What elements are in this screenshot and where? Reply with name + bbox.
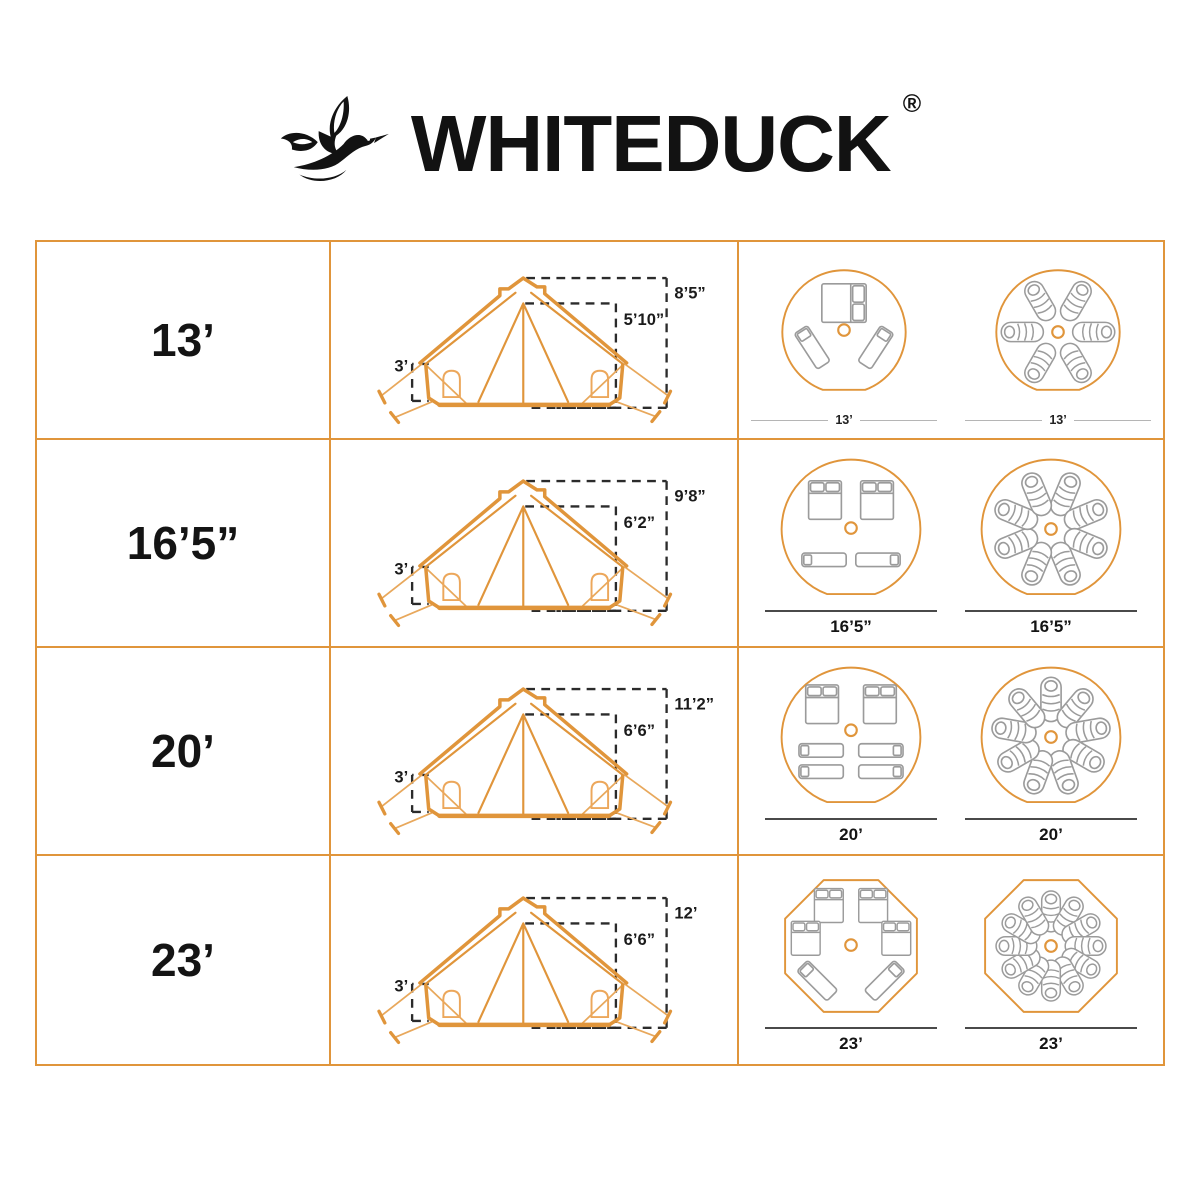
sleeping-bag bbox=[1057, 278, 1095, 324]
tent-outline bbox=[379, 481, 671, 625]
tent-size-comparison-table bbox=[35, 240, 1165, 1066]
scale-line bbox=[965, 420, 1042, 421]
size-label: 20’ bbox=[151, 725, 215, 777]
center-height-label: 6’6” bbox=[623, 929, 656, 949]
diameter-label: 20’ bbox=[839, 824, 863, 844]
tent-diagram-cell bbox=[331, 242, 739, 438]
queen-bed bbox=[882, 921, 911, 955]
single-mat bbox=[797, 960, 838, 1001]
center-pole-icon bbox=[1045, 731, 1057, 743]
sleeping-bag bbox=[1073, 322, 1115, 341]
bed-layout-figure bbox=[765, 658, 937, 845]
tent-diagram bbox=[334, 446, 734, 641]
scale-line bbox=[1074, 420, 1151, 421]
single-mat bbox=[859, 743, 903, 756]
center-pole-icon bbox=[1052, 326, 1064, 338]
size-label: 23’ bbox=[151, 934, 215, 986]
queen-bed bbox=[791, 921, 820, 955]
queen-bed bbox=[861, 480, 894, 519]
scale-line bbox=[751, 420, 828, 421]
center-height-label: 6’6” bbox=[623, 720, 656, 740]
center-height-label: 5’10” bbox=[623, 309, 665, 329]
single-mat bbox=[858, 325, 894, 369]
sleeping-bag-layout-diagram bbox=[972, 658, 1130, 816]
center-pole-icon bbox=[838, 324, 850, 336]
bed-layout-figure bbox=[765, 867, 937, 1054]
sleeping-bag-layout-figure bbox=[965, 658, 1137, 845]
bed-layout-figure bbox=[765, 450, 937, 637]
sleeping-bag-layout-diagram bbox=[979, 253, 1137, 411]
tent-outline bbox=[379, 689, 671, 833]
floor-plans-cell bbox=[739, 856, 1163, 1064]
sleeping-bag-layout-figure bbox=[965, 867, 1137, 1054]
table-row-16ft5 bbox=[37, 440, 1163, 648]
queen-bed bbox=[814, 888, 843, 922]
center-pole-icon bbox=[845, 724, 857, 736]
sleeping-bag bbox=[1057, 340, 1095, 386]
bed-layout-figure bbox=[751, 253, 937, 427]
scale-line bbox=[965, 1027, 1137, 1029]
single-mat bbox=[859, 764, 903, 777]
bed-layout-diagram bbox=[772, 658, 930, 816]
diameter-label: 23’ bbox=[1039, 1033, 1063, 1053]
queen-bed bbox=[864, 684, 897, 723]
wall-height-label: 3’ bbox=[394, 559, 409, 579]
diameter-label: 23’ bbox=[839, 1033, 863, 1053]
diameter-label: 13’ bbox=[835, 413, 853, 427]
diameter-label: 13’ bbox=[1049, 413, 1067, 427]
single-mat bbox=[802, 553, 846, 566]
tent-diagram bbox=[334, 654, 734, 849]
brand-name: WHITEDUCK bbox=[410, 99, 891, 188]
peak-height-label: 9’8” bbox=[674, 486, 706, 506]
sleeping-bag-layout-figure bbox=[965, 253, 1151, 427]
wall-height-label: 3’ bbox=[394, 356, 409, 376]
size-cell bbox=[37, 648, 331, 854]
wall-height-label: 3’ bbox=[394, 767, 409, 787]
size-cell bbox=[37, 242, 331, 438]
sleeping-bag-layout-figure bbox=[965, 450, 1137, 637]
single-mat bbox=[799, 764, 843, 777]
tent-diagram bbox=[334, 863, 734, 1058]
scale-line bbox=[765, 610, 937, 612]
single-mat bbox=[856, 553, 900, 566]
diameter-label: 16’5” bbox=[1030, 616, 1072, 636]
size-label: 16’5” bbox=[126, 517, 240, 569]
peak-height-label: 12’ bbox=[674, 903, 698, 923]
tent-outline bbox=[379, 278, 671, 422]
floor-plans-cell bbox=[739, 440, 1163, 646]
scale-line bbox=[965, 610, 1137, 612]
center-pole-icon bbox=[845, 939, 857, 951]
single-mat bbox=[799, 743, 843, 756]
queen-bed bbox=[809, 480, 842, 519]
tent-diagram bbox=[334, 243, 734, 438]
peak-height-label: 8’5” bbox=[674, 283, 706, 303]
registered-trademark-icon: ® bbox=[902, 90, 922, 118]
brand-header bbox=[0, 86, 1200, 202]
tent-diagram-cell bbox=[331, 648, 739, 854]
floor-plans-cell bbox=[739, 242, 1163, 438]
scale-line bbox=[765, 818, 937, 820]
sleeping-bag bbox=[1021, 340, 1059, 386]
scale-line bbox=[765, 1027, 937, 1029]
table-row-13ft bbox=[37, 242, 1163, 440]
tent-diagram-cell bbox=[331, 440, 739, 646]
bed-layout-diagram bbox=[772, 867, 930, 1025]
bed-layout-diagram bbox=[772, 450, 930, 608]
tent-outline bbox=[379, 898, 671, 1042]
queen-bed bbox=[806, 684, 839, 723]
center-height-label: 6’2” bbox=[623, 512, 656, 532]
size-label: 13’ bbox=[151, 314, 215, 366]
flying-duck-icon bbox=[279, 91, 399, 197]
queen-bed bbox=[859, 888, 888, 922]
floor-plans-cell bbox=[739, 648, 1163, 854]
table-row-20ft bbox=[37, 648, 1163, 856]
diameter-label: 20’ bbox=[1039, 824, 1063, 844]
scale-line bbox=[860, 420, 937, 421]
sleeping-bag-layout-diagram bbox=[972, 867, 1130, 1025]
sleeping-bag-layout-diagram bbox=[972, 450, 1130, 608]
bed-layout-diagram bbox=[765, 253, 923, 411]
size-cell bbox=[37, 440, 331, 646]
center-pole-icon bbox=[1045, 523, 1057, 535]
sleeping-bag bbox=[1021, 278, 1059, 324]
center-pole-icon bbox=[845, 522, 857, 534]
scale-line bbox=[965, 818, 1137, 820]
single-mat bbox=[864, 960, 905, 1001]
table-row-23ft bbox=[37, 856, 1163, 1064]
peak-height-label: 11’2” bbox=[674, 694, 715, 714]
wall-height-label: 3’ bbox=[394, 976, 409, 996]
single-mat bbox=[794, 325, 830, 369]
sleeping-bag bbox=[1001, 322, 1043, 341]
center-pole-icon bbox=[1045, 940, 1057, 952]
diameter-label: 16’5” bbox=[830, 616, 872, 636]
queen-bed bbox=[822, 284, 866, 323]
size-cell bbox=[37, 856, 331, 1064]
tent-diagram-cell bbox=[331, 856, 739, 1064]
